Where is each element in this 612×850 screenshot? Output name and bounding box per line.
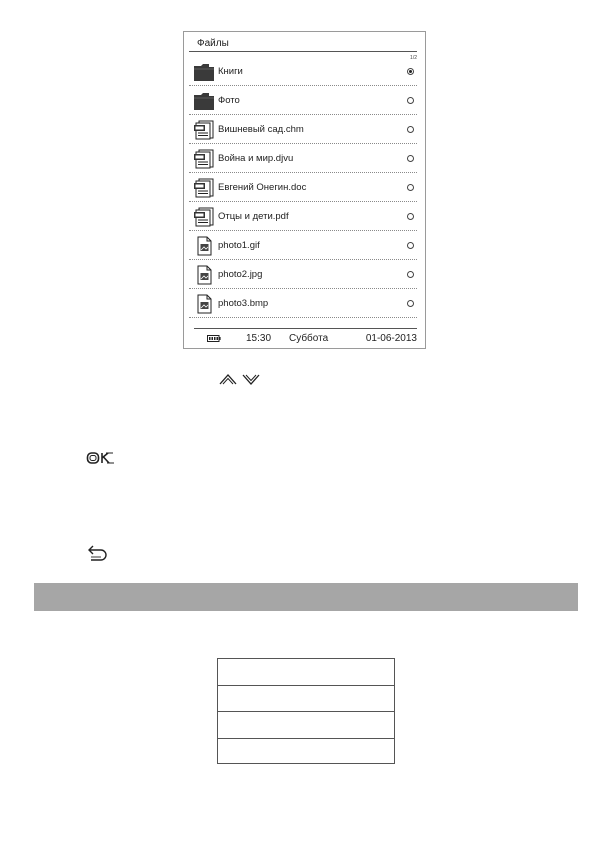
image-file-icon xyxy=(193,236,215,256)
file-list-item[interactable] xyxy=(189,144,417,173)
radio-icon[interactable] xyxy=(407,126,414,133)
radio-icon[interactable] xyxy=(407,97,414,104)
document-icon xyxy=(193,120,215,140)
file-name: Отцы и дети.pdf xyxy=(218,211,289,222)
document-icon xyxy=(193,178,215,198)
file-name: Война и мир.djvu xyxy=(218,153,294,164)
file-name: Книги xyxy=(218,66,243,77)
radio-icon[interactable] xyxy=(407,242,414,249)
back-arrow-icon xyxy=(87,544,109,562)
file-name: photo3.bmp xyxy=(218,298,269,309)
radio-icon[interactable] xyxy=(407,300,414,307)
radio-icon[interactable] xyxy=(407,213,414,220)
image-file-icon xyxy=(193,265,215,285)
status-day: Суббота xyxy=(289,333,329,344)
table-row xyxy=(218,659,394,686)
page-indicator: 1/2 xyxy=(410,55,417,61)
file-list-item[interactable] xyxy=(189,289,417,318)
selected-radio-icon[interactable] xyxy=(407,68,414,75)
status-bar xyxy=(194,332,417,346)
file-name: photo2.jpg xyxy=(218,269,263,280)
file-list-item[interactable] xyxy=(189,231,417,260)
up-down-arrows-icon xyxy=(217,371,265,387)
document-icon xyxy=(193,207,215,227)
table-row xyxy=(218,686,394,713)
radio-icon[interactable] xyxy=(407,271,414,278)
file-list-item[interactable] xyxy=(189,173,417,202)
empty-table xyxy=(217,658,395,764)
screen-title: Файлы xyxy=(197,38,229,49)
file-name: photo1.gif xyxy=(218,240,260,251)
folder-icon xyxy=(193,91,215,111)
device-screen xyxy=(183,31,426,349)
title-divider xyxy=(189,51,417,52)
folder-icon xyxy=(193,62,215,82)
file-list-item[interactable] xyxy=(189,202,417,231)
file-name: Фото xyxy=(218,95,240,106)
file-name: Евгений Онегин.doc xyxy=(218,182,307,193)
file-list xyxy=(189,57,417,318)
file-list-item[interactable] xyxy=(189,57,417,86)
section-header-bar xyxy=(34,583,578,611)
ok-key-icon xyxy=(86,450,116,466)
status-divider xyxy=(194,328,417,329)
table-row xyxy=(218,712,394,739)
status-date: 01-06-2013 xyxy=(365,333,417,344)
table-row xyxy=(218,739,394,766)
battery-icon xyxy=(207,335,221,342)
file-list-item[interactable] xyxy=(189,115,417,144)
file-list-item[interactable] xyxy=(189,260,417,289)
file-list-item[interactable] xyxy=(189,86,417,115)
status-time: 15:30 xyxy=(246,333,272,344)
file-name: Вишневый сад.chm xyxy=(218,124,304,135)
radio-icon[interactable] xyxy=(407,155,414,162)
document-icon xyxy=(193,149,215,169)
radio-icon[interactable] xyxy=(407,184,414,191)
image-file-icon xyxy=(193,294,215,314)
